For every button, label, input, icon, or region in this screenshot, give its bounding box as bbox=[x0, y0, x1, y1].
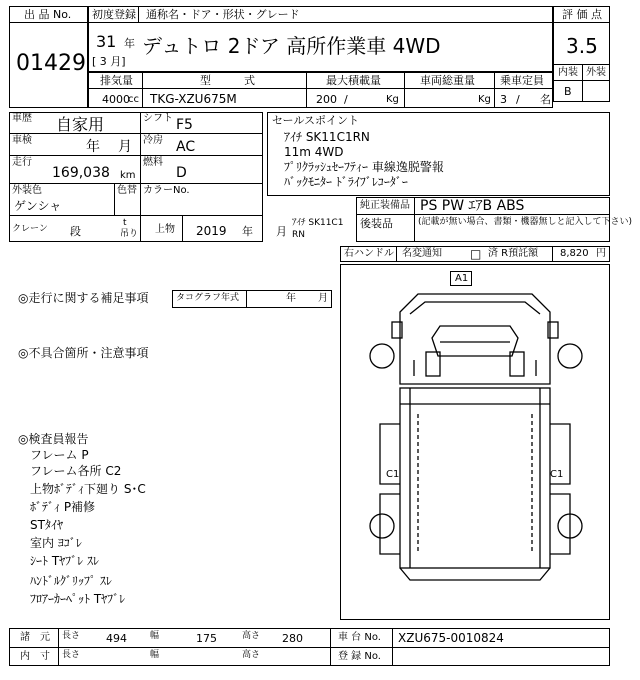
sales-point-line: 11m 4WD bbox=[284, 145, 344, 159]
cooling-label: 冷房 bbox=[143, 135, 163, 146]
color-number-label: カラーNo. bbox=[143, 185, 190, 196]
tachograph-label: タコグラフ年式 bbox=[176, 293, 240, 303]
recycle-label: 済 R預託額 bbox=[488, 248, 539, 259]
fuel-label: 燃料 bbox=[143, 157, 163, 168]
recycle-amount: 8,820 bbox=[560, 248, 589, 259]
dimensions-label: 諸 元 bbox=[20, 632, 50, 643]
name-change-label: 名変通知 bbox=[402, 248, 442, 259]
length-value: 494 bbox=[106, 632, 127, 645]
body-maker: ｱｲﾁ SK11C1 bbox=[292, 218, 344, 228]
year-unit: 年 bbox=[124, 37, 135, 50]
height-label: 高さ bbox=[242, 631, 261, 641]
damage-code-right: C1 bbox=[550, 469, 564, 480]
steering-side: 右ハンドル bbox=[344, 248, 394, 259]
crane-tonnage: t bbox=[123, 218, 127, 228]
fuel-value: D bbox=[176, 165, 187, 181]
capacity-label: 乗車定員 bbox=[500, 74, 544, 87]
gross-weight-unit: Kg bbox=[478, 94, 491, 105]
cooling-value: AC bbox=[176, 139, 196, 155]
inspector-line: フレーム P bbox=[30, 448, 89, 462]
defects-label: ◎不具合箇所・注意事項 bbox=[18, 346, 149, 360]
inspector-line: 上物ﾎﾞﾃﾞｨ下廻り S･C bbox=[30, 482, 146, 496]
max-load-unit: Kg bbox=[386, 94, 399, 105]
sales-points-label: セールスポイント bbox=[272, 114, 360, 127]
name-grade-label: 通称名・ドア・形状・グレード bbox=[146, 8, 300, 21]
tachograph-month: 月 bbox=[318, 293, 328, 304]
model-value: TKG-XZU675M bbox=[150, 92, 237, 106]
inspector-line: STﾀｲﾔ bbox=[30, 518, 63, 532]
aftermarket-note: (記載が無い場合、書類・機器無しと記入して下さい) bbox=[418, 217, 633, 227]
inspector-line: 室内 ﾖｺﾞﾚ bbox=[30, 536, 82, 550]
chassis-number: XZU675-0010824 bbox=[398, 631, 504, 645]
vehicle-name: デュトロ 2ドア 高所作業車 4WD bbox=[142, 34, 441, 58]
inspector-line: ﾊﾝﾄﾞﾙｸﾞﾘｯﾌﾟ ｽﾚ bbox=[30, 574, 112, 588]
interior-grade-label: 内装 bbox=[558, 67, 578, 78]
body-label: 上物 bbox=[155, 224, 175, 235]
inspector-line: ﾌﾛｱｰｶｰﾍﾟｯﾄ Tﾔﾌﾞﾚ bbox=[30, 592, 126, 606]
width-value: 175 bbox=[196, 632, 217, 645]
body-year-unit: 年 bbox=[242, 225, 253, 238]
crane-label: クレーン bbox=[12, 224, 48, 234]
inspection-label: 車検 bbox=[12, 135, 32, 146]
displacement-value: 4000 bbox=[102, 93, 130, 106]
max-load-slash: / bbox=[344, 93, 348, 106]
chassis-label: 車 台 No. bbox=[338, 632, 381, 643]
model-label: 型 式 bbox=[200, 74, 255, 87]
first-registration-label: 初度登録 bbox=[92, 8, 136, 21]
first-registration-month: [ 3 月] bbox=[92, 55, 126, 68]
history-value: 自家用 bbox=[56, 115, 105, 134]
seats-unit: 名 bbox=[540, 93, 551, 106]
inspection-year: 年 bbox=[86, 139, 100, 155]
crane-stage: 段 bbox=[70, 225, 81, 238]
sales-point-line: ｱｲﾁ SK11C1RN bbox=[284, 130, 370, 144]
inspector-line: ﾎﾞﾃﾞｨ P補修 bbox=[30, 500, 96, 514]
interior-height-label: 高さ bbox=[242, 650, 261, 660]
cc-unit: cc bbox=[128, 94, 139, 105]
damage-code-left: C1 bbox=[386, 469, 400, 480]
inspector-line: フレーム各所 C2 bbox=[30, 464, 122, 478]
body-year: 2019 bbox=[196, 224, 227, 238]
shift-label: シフト bbox=[143, 113, 173, 124]
inspector-line: ｼｰﾄ Tﾔﾌﾞﾚ ｽﾚ bbox=[30, 554, 99, 568]
interior-grade-value: B bbox=[564, 85, 572, 98]
mileage-value: 169,038 bbox=[52, 165, 110, 181]
km-unit: km bbox=[120, 170, 136, 181]
max-load-label: 最大積載量 bbox=[326, 74, 381, 87]
shift-value: F5 bbox=[176, 117, 193, 133]
gross-weight-label: 車両総重量 bbox=[420, 74, 475, 87]
damage-code-top: A1 bbox=[455, 273, 469, 284]
interior-dimensions-label: 内 寸 bbox=[20, 651, 50, 662]
length-label: 長さ bbox=[62, 631, 81, 641]
tachograph-year: 年 bbox=[286, 293, 296, 304]
mileage-label: 走行 bbox=[12, 157, 32, 168]
truck-diagram bbox=[340, 264, 610, 620]
body-rn: RN bbox=[292, 230, 305, 240]
color-change-label: 色替 bbox=[117, 185, 137, 196]
lot-label: 出 品 No. bbox=[24, 8, 72, 21]
lot-number: 01429 bbox=[16, 51, 86, 76]
yen-unit: 円 bbox=[596, 248, 606, 259]
score-label: 評 価 点 bbox=[562, 8, 602, 21]
displacement-label: 排気量 bbox=[100, 74, 133, 87]
interior-length-label: 長さ bbox=[62, 650, 81, 660]
sales-point-line: ﾌﾟﾘｸﾗｯｼｭｾｰﾌﾃｨｰ 車線逸脱警報 bbox=[284, 160, 444, 174]
genuine-equipment-label: 純正装備品 bbox=[360, 200, 410, 211]
aftermarket-label: 後装品 bbox=[360, 217, 393, 230]
score-value: 3.5 bbox=[566, 34, 598, 58]
genuine-equipment-value: PS PW ｴｱB ABS bbox=[420, 198, 525, 214]
height-value: 280 bbox=[282, 632, 303, 645]
registration-label: 登 録 No. bbox=[338, 651, 381, 662]
name-change-checkbox: □ bbox=[470, 247, 482, 261]
history-label: 車歴 bbox=[12, 113, 32, 124]
crane-lift: 吊り bbox=[120, 229, 139, 239]
sales-point-line: ﾊﾞｯｸﾓﾆﾀｰ ﾄﾞﾗｲﾌﾞﾚｺｰﾀﾞｰ bbox=[284, 175, 408, 189]
body-month: 月 bbox=[276, 225, 287, 238]
exterior-grade-label: 外装 bbox=[586, 67, 606, 78]
details-box bbox=[9, 112, 263, 242]
capacity-value: 3 bbox=[500, 93, 507, 106]
interior-width-label: 幅 bbox=[150, 650, 160, 660]
exterior-color-value: ゲンシャ bbox=[14, 199, 62, 213]
max-load-value: 200 bbox=[316, 93, 337, 106]
first-registration-year: 31 bbox=[96, 32, 117, 51]
width-label: 幅 bbox=[150, 631, 160, 641]
inspector-report-label: ◎検査員報告 bbox=[18, 432, 89, 446]
driving-notes-label: ◎走行に関する補足事項 bbox=[18, 291, 149, 305]
inspection-month: 月 bbox=[118, 139, 132, 155]
exterior-color-label: 外装色 bbox=[12, 185, 42, 196]
capacity-slash: / bbox=[516, 93, 520, 106]
